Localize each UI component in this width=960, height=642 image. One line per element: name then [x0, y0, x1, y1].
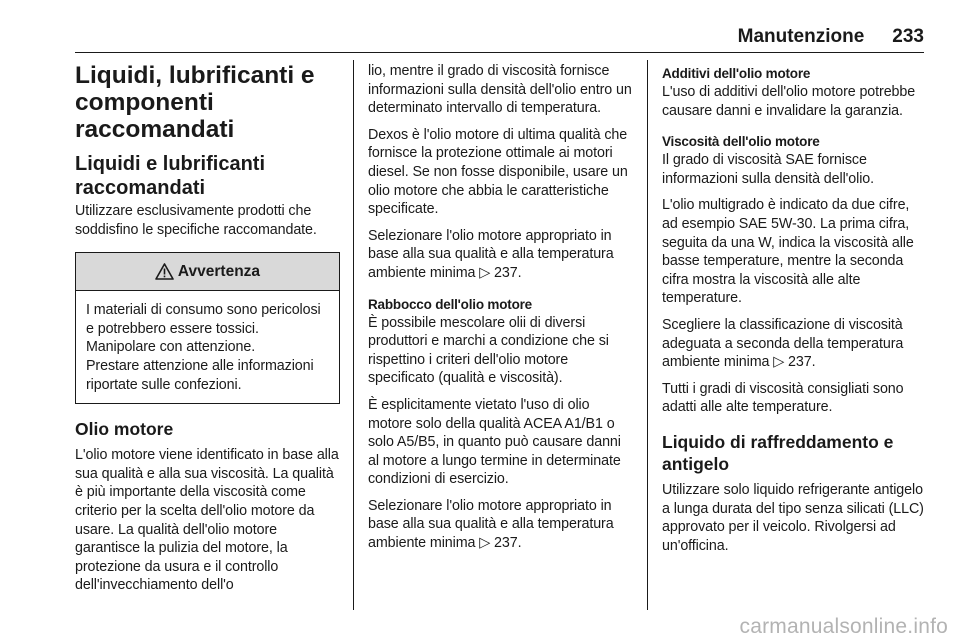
page-header — [75, 26, 924, 52]
header-rule — [75, 52, 924, 53]
paragraph-text: Scegliere la classificazione di viscosità adeguata a seconda della temperatura ambiente minima — [662, 316, 904, 371]
warning-triangle-icon — [155, 263, 174, 280]
warning-text: Prestare attenzione alle informazioni riportate sulle confezioni. — [86, 357, 314, 393]
subsection-heading: Olio motore — [75, 419, 174, 440]
warning-text: I materiali di consumo sono pericolosi e potrebbero essere tossici. Manipolare con attenzione. — [86, 302, 321, 356]
subheading: Viscosità dell'olio motore — [662, 134, 820, 150]
warning-title: Avvertenza — [177, 262, 261, 280]
paragraph: Tutti i gradi di viscosità consigliati sono adatti alle alte temperature. — [662, 380, 904, 416]
paragraph: L'olio multigrado è indicato da due cifre, ad esempio SAE 5W-30. La prima cifra, seguita da una W, indica la viscosità alle basse temperature, mentre la seconda cifra mostra la viscosità alle alte temperature. — [662, 197, 914, 307]
column-divider — [647, 60, 648, 610]
paragraph: È possibile mescolare olii di diversi produttori e marchi a condizione che si rispettino i criteri dell'olio motore specificato (qualità e viscosità). — [368, 314, 609, 387]
paragraph — [368, 497, 633, 553]
column-middle — [368, 60, 633, 553]
column-left — [75, 60, 340, 595]
subheading: Rabbocco dell'olio motore — [368, 296, 532, 312]
intro-paragraph: Utilizzare esclusivamente prodotti che soddisfino le specifiche raccomandate. — [75, 203, 317, 238]
paragraph: L'uso di additivi dell'olio motore potrebbe causare danni e invalidare la garanzia. — [662, 84, 916, 119]
paragraph: Utilizzare solo liquido refrigerante antigelo a lunga durata del tipo senza silicati (LLC) approvato per il veicolo. Rivolgersi ad un'officina. — [662, 481, 924, 554]
paragraph: L'olio motore viene identificato in base alla sua qualità e alla sua viscosità. La qualità è più importante della viscosità come criterio per la scelta dell'olio motore da usare. La qualità dell'olio motore garantisce la pulizia del motore, la protezione da usura e il controllo dell'invecchiamento dell'o — [75, 447, 339, 594]
section-title: Manutenzione — [737, 26, 865, 47]
paragraph: È esplicitamente vietato l'uso di olio motore solo della qualità ACEA A1/B1 o solo A5/B5, in quanto può causare danni al motore a lungo termine in determinate condizioni di esercizio. — [368, 396, 621, 488]
warning-body — [76, 291, 339, 403]
warning-header — [76, 253, 339, 291]
column-divider — [353, 60, 354, 610]
subsection-heading: Liquido di raffreddamento e antigelo — [662, 431, 894, 474]
warning-box — [75, 252, 340, 404]
paragraph — [368, 227, 633, 283]
paragraph — [662, 316, 927, 372]
section-heading: Liquidi e lubrificanti raccomandati — [75, 153, 265, 199]
chapter-title: Liquidi, lubrificanti e componenti raccomandati — [75, 62, 315, 143]
column-right — [662, 60, 927, 555]
page-reference-link[interactable]: 237. — [788, 354, 816, 371]
page-ref-arrow-icon: ▷ — [479, 264, 491, 281]
page-number: 233 — [892, 26, 924, 47]
paragraph-text: Selezionare l'olio motore appropriato in base alla sua qualità e alla temperatura ambiente minima — [368, 227, 614, 281]
page-reference-link[interactable]: 237. — [494, 264, 522, 281]
watermark: carmanualsonline.info — [739, 615, 948, 638]
paragraph: Dexos è l'olio motore di ultima qualità che fornisce la protezione ottimale ai motori diesel. Se non fosse disponibile, usare un olio motore che abbia le caratteristiche specificate. — [368, 126, 628, 218]
subheading: Additivi dell'olio motore — [662, 66, 811, 81]
paragraph-text: Selezionare l'olio motore appropriato in base alla sua qualità e alla temperatura ambiente minima — [368, 497, 614, 552]
paragraph: lio, mentre il grado di viscosità fornisce informazioni sulla densità dell'olio entro un determinato intervallo di temperatura. — [368, 63, 632, 117]
page-ref-arrow-icon: ▷ — [479, 535, 491, 552]
paragraph: Il grado di viscosità SAE fornisce informazioni sulla densità dell'olio. — [662, 152, 875, 187]
page-reference-link[interactable]: 237. — [494, 535, 522, 552]
page-ref-arrow-icon: ▷ — [773, 354, 785, 371]
